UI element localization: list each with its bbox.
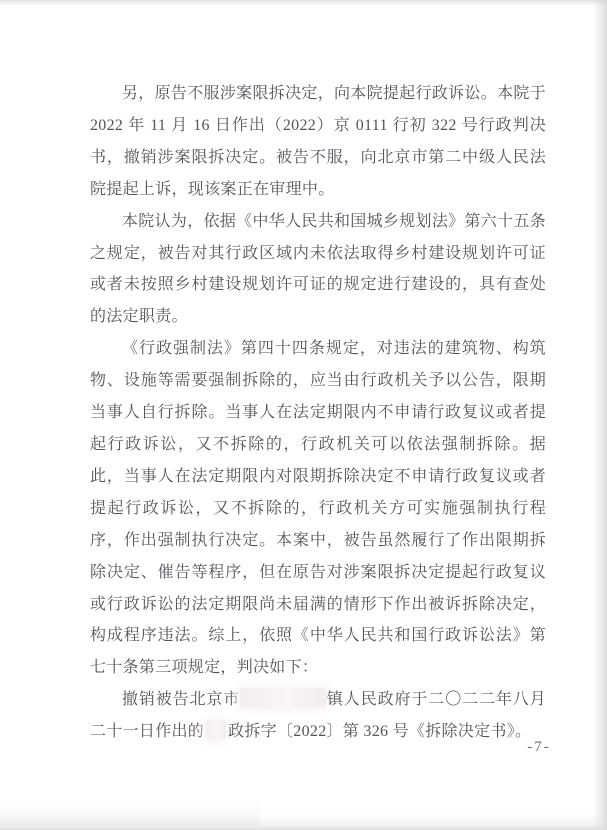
document-body [90, 78, 546, 748]
judgment-segment-after-prefix: 政拆字〔2022〕第 326 号《拆除决定书》。 [228, 723, 532, 741]
paragraph-judgment [90, 684, 546, 748]
paragraph-appeal-status: 另，原告不服涉案限拆决定，向本院提起行政诉讼。本院于 2022 年 11 月 16 日作出（2022）京 0111 行初 322 号行政判决书，撤销涉案限拆决定。被告不服，向北京市第二中级人民法院提起上诉，现该案正在审理中。 [90, 85, 546, 198]
scan-edge-top [0, 0, 607, 6]
paragraph-court-opinion: 本院认为，依据《中华人民共和国城乡规划法》第六十五条之规定，被告对其行政区域内未依法取得乡村建设规划许可证或者未按照乡村建设规划许可证的规定进行建设的，具有查处的法定职责。 [90, 212, 546, 326]
scan-edge-right [593, 0, 607, 830]
page-number: -7- [527, 739, 551, 755]
paragraph-legal-basis: 《行政强制法》第四十四条规定，对违法的建筑物、构筑物、设施等需要强制拆除的，应当由行政机关予以公告，限期当事人自行拆除。当事人在法定期限内不申请行政复议或者提起行政诉讼，又不拆除的，行政机关可以依法强制拆除。据此，当事人在法定期限内对限期拆除决定不申请行政复议或者提起行政诉讼，又不拆除的，行政机关方可实施强制执行程序，作出强制执行决定。本案中，被告虽然履行了作出限期拆除决定、催告等程序，但在原告对涉案限拆决定提起行政复议或行政诉讼的法定期限尚未届满的情形下作出被诉拆除决定，构成程序违法。综上，依照《中华人民共和国行政诉讼法》第七十条第三项规定，判决如下： [90, 340, 546, 677]
redaction-blur-doc-prefix [206, 720, 226, 740]
judgment-segment-after-town: 镇人民政府于二〇二二年八月二十一日作出的 [90, 691, 546, 741]
redaction-blur-town-name [240, 688, 326, 708]
scan-shade-bottom [0, 800, 260, 826]
scan-edge-bottom [0, 814, 607, 830]
judgment-segment-before-town: 撤销被告北京市 [122, 691, 241, 709]
